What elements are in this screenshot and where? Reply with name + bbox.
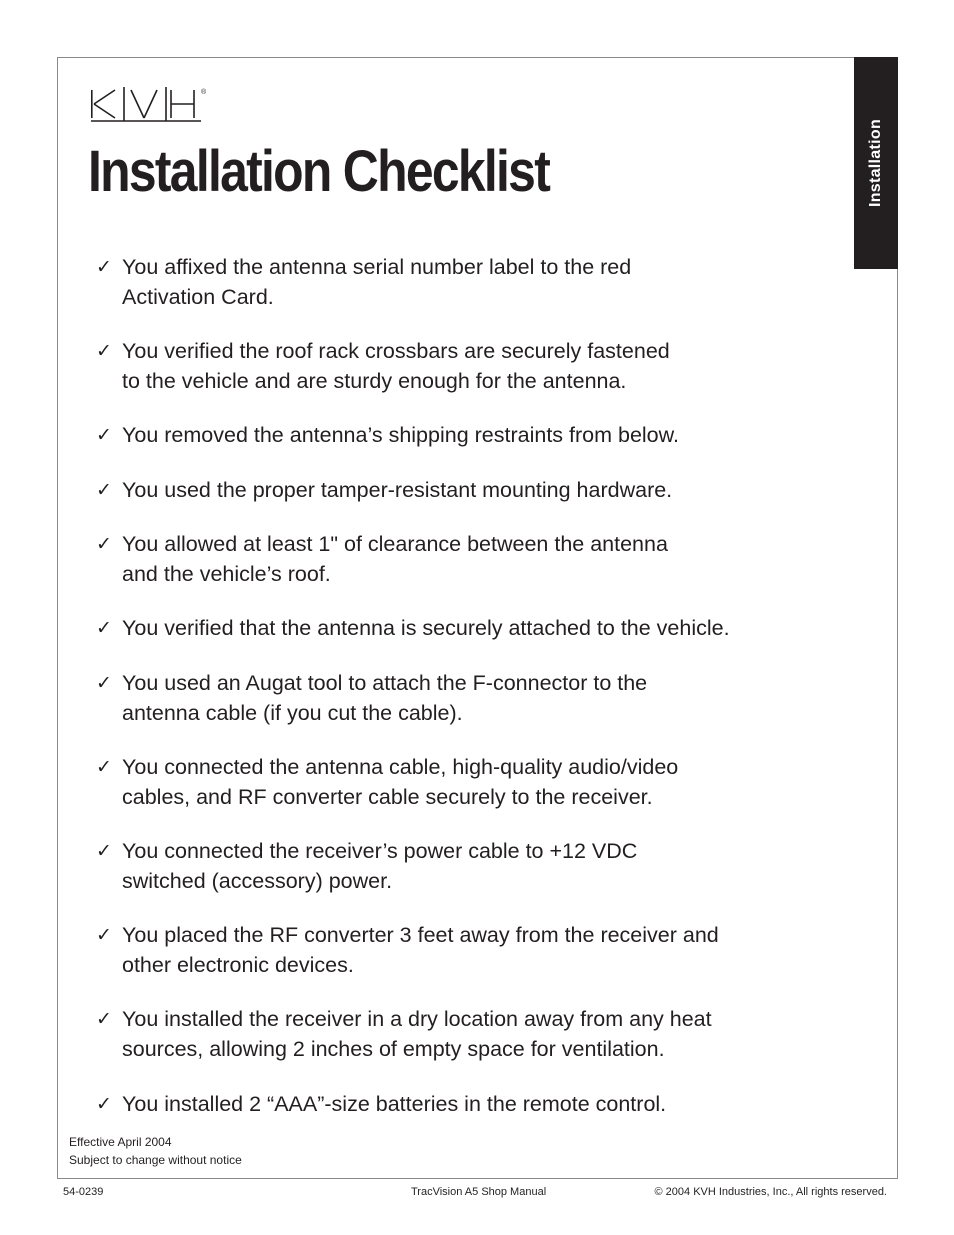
checklist-item: [96, 920, 816, 980]
manual-title: TracVision A5 Shop Manual: [411, 1186, 547, 1198]
checklist-item-text: antenna cable (if you cut the cable).: [122, 701, 463, 725]
checklist-item-text: other electronic devices.: [122, 953, 354, 977]
checklist-item: [96, 1089, 816, 1119]
checkmark-icon: ✓: [96, 756, 112, 778]
checklist-item: [96, 836, 816, 896]
checklist-item-text: You installed 2 “AAA”-size batteries in the remote control.: [122, 1092, 667, 1116]
effective-date: Effective April 2004: [69, 1135, 172, 1149]
checkmark-icon: ✓: [96, 479, 112, 501]
checkmark-icon: ✓: [96, 424, 112, 446]
kvh-logo: [91, 87, 209, 123]
change-notice: Subject to change without notice: [69, 1153, 242, 1167]
checkmark-icon: ✓: [96, 1093, 112, 1115]
checklist-item: [96, 752, 816, 812]
checklist-item-text: You connected the receiver’s power cable to +12 VDC: [122, 839, 638, 863]
checklist-item: [96, 420, 816, 450]
checkmark-icon: ✓: [96, 340, 112, 362]
checkmark-icon: ✓: [96, 840, 112, 862]
checklist-item-text: You used the proper tamper-resistant mounting hardware.: [122, 478, 673, 502]
checklist-item-text: You connected the antenna cable, high-quality audio/video: [122, 755, 679, 779]
checklist-item-text: You placed the RF converter 3 feet away from the receiver and: [122, 923, 719, 947]
installation-checklist: [96, 228, 816, 1119]
checklist-item: [96, 1004, 816, 1064]
checklist-item-text: You installed the receiver in a dry location away from any heat: [122, 1007, 712, 1031]
checklist-item: [96, 336, 816, 396]
checklist-item-text: You used an Augat tool to attach the F-connector to the: [122, 671, 648, 695]
checkmark-icon: ✓: [96, 256, 112, 278]
checklist-item: [96, 668, 816, 728]
checklist-item: [96, 613, 816, 643]
logo-registered-mark: ®: [201, 89, 207, 96]
checkmark-icon: ✓: [96, 617, 112, 639]
checklist-item-text: cables, and RF converter cable securely to the receiver.: [122, 785, 653, 809]
checklist-item-text: You affixed the antenna serial number label to the red: [122, 255, 632, 279]
checklist-item-text: and the vehicle’s roof.: [122, 562, 331, 586]
checklist-item: [96, 252, 816, 312]
checklist-item-text: switched (accessory) power.: [122, 869, 393, 893]
copyright: © 2004 KVH Industries, Inc., All rights reserved.: [654, 1186, 887, 1198]
checkmark-icon: ✓: [96, 533, 112, 555]
checklist-item: [96, 529, 816, 589]
checklist-item-text: Activation Card.: [122, 285, 274, 309]
checklist-item-text: You allowed at least 1" of clearance between the antenna: [122, 532, 668, 556]
checkmark-icon: ✓: [96, 924, 112, 946]
section-tab-label: Installation: [867, 118, 884, 208]
checklist-item-text: You removed the antenna’s shipping restraints from below.: [122, 423, 679, 447]
checklist-item-text: to the vehicle and are sturdy enough for the antenna.: [122, 369, 627, 393]
doc-number: 54-0239: [63, 1186, 104, 1198]
checklist-item: [96, 475, 816, 505]
checkmark-icon: ✓: [96, 672, 112, 694]
checkmark-icon: ✓: [96, 1008, 112, 1030]
checklist-item-text: You verified the roof rack crossbars are securely fastened: [122, 339, 670, 363]
page-title: Installation Checklist: [88, 139, 550, 204]
checklist-item-text: You verified that the antenna is securely attached to the vehicle.: [122, 616, 730, 640]
checklist-item-text: sources, allowing 2 inches of empty space for ventilation.: [122, 1037, 665, 1061]
